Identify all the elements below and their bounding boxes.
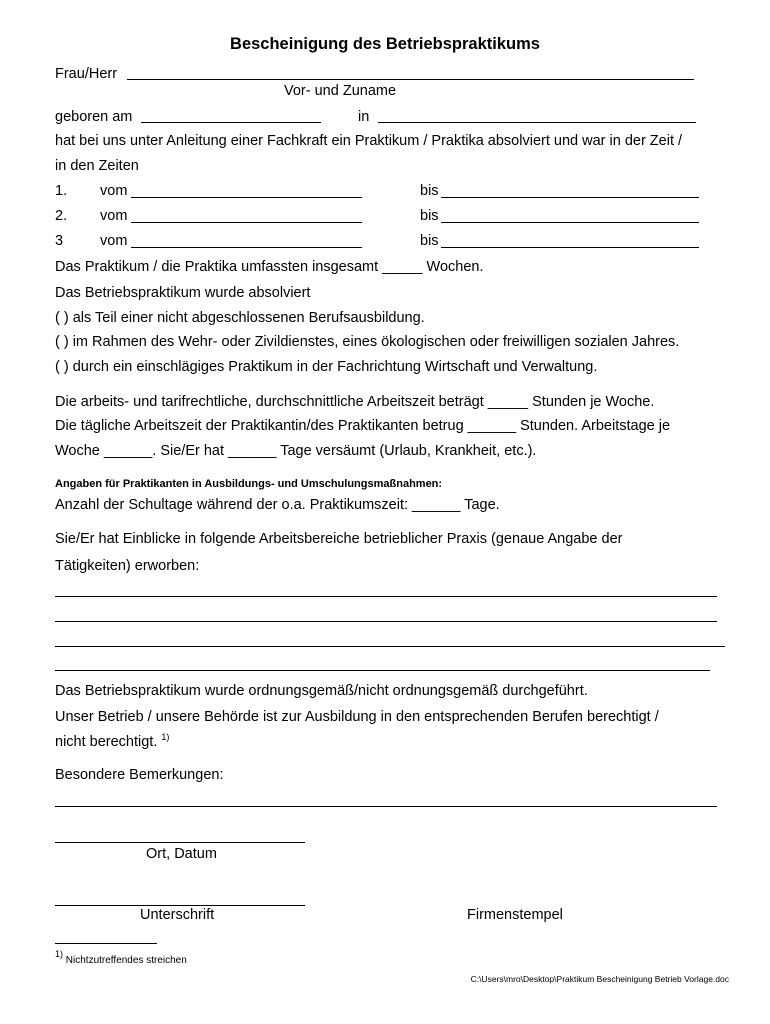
insight-line-1: Sie/Er hat Einblicke in folgende Arbeitsbereiche betrieblicher Praxis (genaue Angabe der [55,531,623,547]
period-to-label: bis [420,208,439,224]
name-label: Frau/Herr [55,66,118,82]
page-title: Bescheinigung des Betriebspraktikums [230,35,540,53]
period-to-field[interactable] [441,197,699,198]
period-from-field[interactable] [131,222,362,223]
remarks-field[interactable] [55,806,717,807]
school-days-line: Anzahl der Schultage während der o.a. Praktikumszeit: ______ Tage. [55,497,500,513]
remarks-label: Besondere Bemerkungen: [55,767,224,783]
option-checkbox-line[interactable]: ( ) im Rahmen des Wehr- oder Zivildienstes, eines ökologischen oder freiwilligen sozialen Jahres. [55,334,680,350]
activities-field[interactable] [55,646,725,647]
worktime-line-3: Woche ______. Sie/Er hat ______ Tage versäumt (Urlaub, Krankheit, etc.). [55,443,537,459]
insight-line-2: Tätigkeiten) erworben: [55,558,200,574]
name-field[interactable] [127,79,694,80]
activities-field[interactable] [55,670,710,671]
period-to-label: bis [420,183,439,199]
period-from-label: vom [100,208,128,224]
activities-field[interactable] [55,621,717,622]
period-from-field[interactable] [131,197,362,198]
birthdate-field[interactable] [141,122,321,123]
place-date-field[interactable] [55,842,305,843]
footnote-separator [55,943,157,944]
birthplace-label: in [358,109,370,125]
footnote-mark: 1) [55,949,64,959]
place-date-label: Ort, Datum [146,846,217,862]
signature-label: Unterschrift [140,907,215,923]
authorized-line-1: Unser Betrieb / unsere Behörde ist zur Ausbildung in den entsprechenden Berufen berechtigt / [55,709,659,725]
footnote [55,949,187,970]
birthplace-field[interactable] [378,122,696,123]
born-label: geboren am [55,109,133,125]
authorized-text: nicht berechtigt. [55,734,158,750]
footnote-text: Nichtzutreffendes streichen [65,955,187,966]
file-path: C:\Users\mro\Desktop\Praktikum Bescheinigung Betrieb Vorlage.doc [470,974,729,984]
period-to-label: bis [420,233,439,249]
authorized-line-2 [55,733,169,751]
period-from-label: vom [100,233,128,249]
intro-line-2: in den Zeiten [55,158,139,174]
trainee-heading: Angaben für Praktikanten in Ausbildungs- und Umschulungsmaßnahmen: [55,478,443,490]
completed-label: Das Betriebspraktikum wurde absolviert [55,285,311,301]
worktime-line-1: Die arbeits- und tarifrechtliche, durchschnittliche Arbeitszeit beträgt _____ Stunden je Woche. [55,394,655,410]
period-number: 2. [55,208,68,224]
period-number: 3 [55,233,64,249]
period-from-field[interactable] [131,247,362,248]
intro-line-1: hat bei uns unter Anleitung einer Fachkraft ein Praktikum / Praktika absolviert und war in der Zeit / [55,133,683,149]
activities-field[interactable] [55,596,717,597]
option-checkbox-line[interactable]: ( ) als Teil einer nicht abgeschlossenen Berufsausbildung. [55,310,425,326]
period-to-field[interactable] [441,247,699,248]
name-caption: Vor- und Zuname [284,83,397,99]
period-to-field[interactable] [441,222,699,223]
proper-line: Das Betriebspraktikum wurde ordnungsgemäß/nicht ordnungsgemäß durchgeführt. [55,683,588,699]
stamp-label: Firmenstempel [467,907,563,923]
period-number: 1. [55,183,68,199]
option-checkbox-line[interactable]: ( ) durch ein einschlägiges Praktikum in der Fachrichtung Wirtschaft und Verwaltung. [55,359,598,375]
period-from-label: vom [100,183,128,199]
worktime-line-2: Die tägliche Arbeitszeit der Praktikantin/des Praktikanten betrug ______ Stunden. Arbeitstage je [55,418,671,434]
weeks-line: Das Praktikum / die Praktika umfassten insgesamt _____ Wochen. [55,259,484,275]
footnote-reference: 1) [161,732,170,742]
